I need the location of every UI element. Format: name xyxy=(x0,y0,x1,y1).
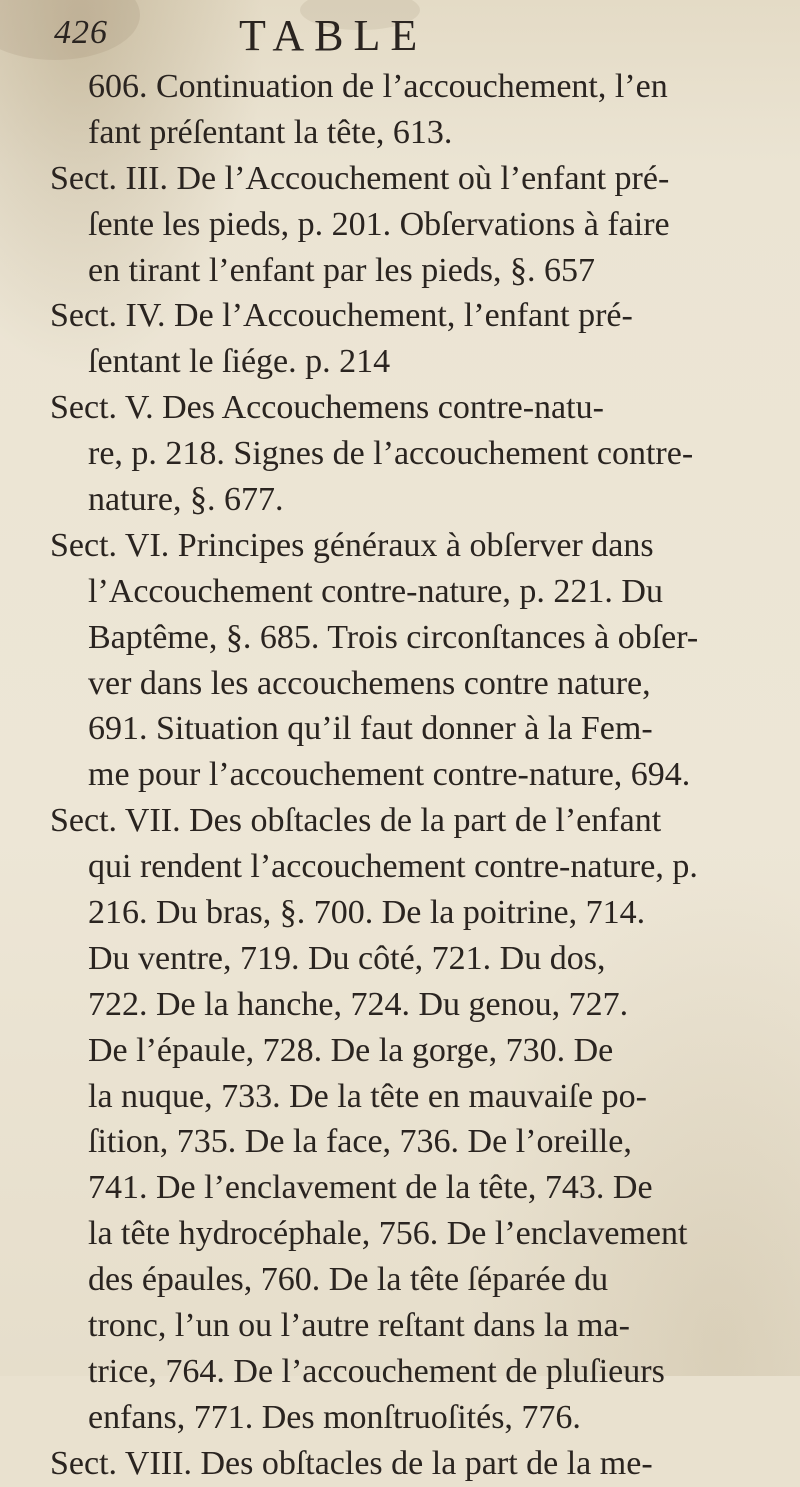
page-number: 426 xyxy=(54,14,108,51)
text-line: Baptême, §. 685. Trois circonſtances à obſer- xyxy=(88,618,699,656)
text-line: trice, 764. De l’accouchement de pluſieurs xyxy=(88,1352,665,1390)
text-line: Sect. III. De l’Accouchement où l’enfant pré- xyxy=(50,159,670,197)
text-line: Sect. VI. Principes généraux à obſerver dans xyxy=(50,526,654,564)
text-line: Sect. V. Des Accouchemens contre-natu- xyxy=(50,389,604,427)
text-line: des épaules, 760. De la tête ſéparée du xyxy=(88,1261,609,1299)
text-line: tronc, l’un ou l’autre reſtant dans la ma- xyxy=(88,1307,630,1345)
running-title: TABLE xyxy=(239,11,428,60)
table-of-contents-text xyxy=(20,64,780,1487)
text-line: la nuque, 733. De la tête en mauvaiſe po- xyxy=(88,1077,647,1115)
text-line: 741. De l’enclavement de la tête, 743. De xyxy=(88,1169,653,1207)
text-line: nature, §. 677. xyxy=(88,481,284,519)
text-line: qui rendent l’accouchement contre-nature, p. xyxy=(88,848,698,886)
text-line: ſentant le ſiége. p. 214 xyxy=(88,343,391,381)
page-header xyxy=(44,10,760,58)
text-line: Sect. IV. De l’Accouchement, l’enfant pré- xyxy=(50,297,633,335)
text-line: 722. De la hanche, 724. Du genou, 727. xyxy=(88,985,629,1023)
text-line: De l’épaule, 728. De la gorge, 730. De xyxy=(88,1031,614,1069)
text-line: ſition, 735. De la face, 736. De l’oreille, xyxy=(88,1123,632,1161)
text-line: fant préſentant la tête, 613. xyxy=(88,113,453,151)
text-line: me pour l’accouchement contre-nature, 694. xyxy=(88,756,691,794)
text-line: 606. Continuation de l’accouchement, l’en xyxy=(88,68,668,105)
text-line: 216. Du bras, §. 700. De la poitrine, 714. xyxy=(88,894,646,932)
text-line: Sect. VII. Des obſtacles de la part de l’enfant xyxy=(50,802,662,840)
text-line: ver dans les accouchemens contre nature, xyxy=(88,664,651,702)
text-line: l’Accouchement contre-nature, p. 221. Du xyxy=(88,572,663,610)
text-line: la tête hydrocéphale, 756. De l’enclavement xyxy=(88,1215,688,1253)
text-line: 691. Situation qu’il faut donner à la Fem- xyxy=(88,710,653,748)
text-line: Sect. VIII. Des obſtacles de la part de la me- xyxy=(50,1444,653,1482)
text-line: ſente les pieds, p. 201. Obſervations à faire xyxy=(88,205,670,243)
text-line: en tirant l’enfant par les pieds, §. 657 xyxy=(88,251,596,289)
text-line: enfans, 771. Des monſtruoſités, 776. xyxy=(88,1398,581,1436)
text-line: Du ventre, 719. Du côté, 721. Du dos, xyxy=(88,939,606,977)
text-line: re, p. 218. Signes de l’accouchement contre- xyxy=(88,435,694,473)
